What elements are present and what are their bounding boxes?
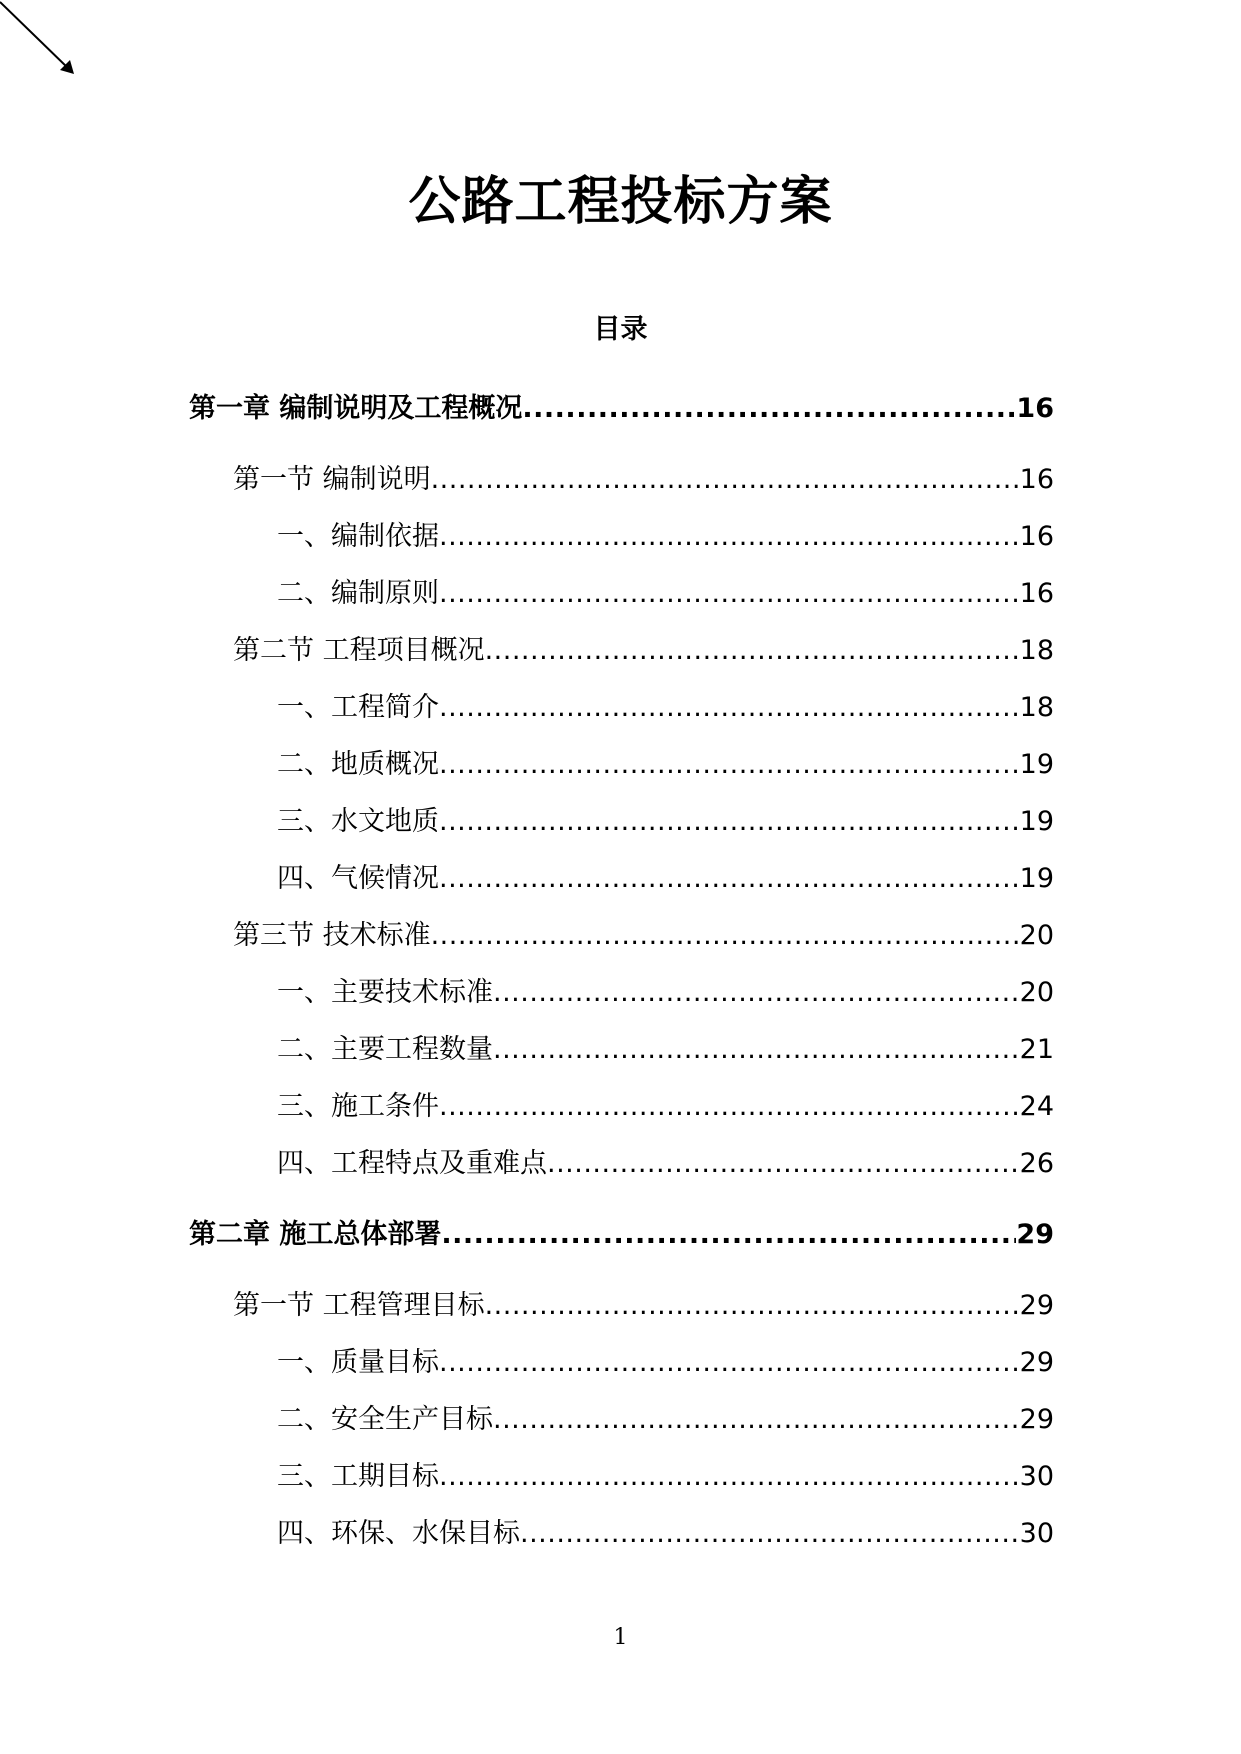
toc-entry-text: 三、工期目标	[277, 1461, 439, 1492]
page-number: 1	[613, 1625, 628, 1650]
toc-page-number: 29	[1019, 1347, 1054, 1378]
toc-section-entry[interactable]	[233, 466, 1054, 493]
toc-subsection-entry[interactable]	[277, 979, 1054, 1006]
toc-page-number: 18	[1019, 692, 1054, 723]
toc-entry-text: 四、工程特点及重难点	[277, 1148, 547, 1179]
toc-page-number: 16	[1019, 521, 1054, 552]
toc-dot-leader	[439, 694, 1020, 721]
toc-page-number: 19	[1019, 749, 1054, 780]
toc-entry-text: 四、气候情况	[277, 863, 439, 894]
toc-dot-leader	[493, 1036, 1020, 1063]
toc-chapter-entry[interactable]	[189, 395, 1054, 422]
toc-page-number: 26	[1019, 1148, 1054, 1179]
toc-page-number: 19	[1019, 806, 1054, 837]
toc-entry-text: 第一章 编制说明及工程概况	[189, 393, 523, 424]
toc-entry-text: 一、质量目标	[277, 1347, 439, 1378]
toc-page-number: 30	[1019, 1461, 1054, 1492]
toc-page-number: 20	[1019, 977, 1054, 1008]
toc-dot-leader	[439, 751, 1020, 778]
toc-dot-leader	[547, 1150, 1020, 1177]
toc-page-number: 21	[1019, 1034, 1054, 1065]
toc-entry-text: 第二节 工程项目概况	[233, 635, 485, 666]
toc-dot-leader	[431, 466, 1020, 493]
toc-section-entry[interactable]	[233, 637, 1054, 664]
toc-page-number: 29	[1016, 1219, 1054, 1250]
toc-entry-text: 一、编制依据	[277, 521, 439, 552]
toc-page-number: 29	[1019, 1404, 1054, 1435]
toc-entry-text: 第一节 工程管理目标	[233, 1290, 485, 1321]
toc-entry-text: 三、水文地质	[277, 806, 439, 837]
toc-page-number: 29	[1019, 1290, 1054, 1321]
toc-dot-leader	[439, 523, 1020, 550]
toc-dot-leader	[439, 1093, 1020, 1120]
toc-subsection-entry[interactable]	[277, 751, 1054, 778]
toc-subsection-entry[interactable]	[277, 1036, 1054, 1063]
toc-entry-text: 二、主要工程数量	[277, 1034, 493, 1065]
toc-entry-text: 四、环保、水保目标	[277, 1518, 520, 1549]
toc-page-number: 30	[1019, 1518, 1054, 1549]
toc-section-entry[interactable]	[233, 1292, 1054, 1319]
toc-page-number: 16	[1019, 464, 1054, 495]
toc-page-number: 16	[1016, 393, 1054, 424]
toc-dot-leader	[522, 395, 1016, 422]
toc-entry-text: 一、工程简介	[277, 692, 439, 723]
toc-entry-text: 三、施工条件	[277, 1091, 439, 1122]
toc-subsection-entry[interactable]	[277, 865, 1054, 892]
toc-dot-leader	[431, 922, 1020, 949]
toc-subsection-entry[interactable]	[277, 1520, 1054, 1547]
toc-entry-text: 第一节 编制说明	[233, 464, 431, 495]
toc-subsection-entry[interactable]	[277, 1406, 1054, 1433]
toc-dot-leader	[439, 865, 1020, 892]
toc-dot-leader	[485, 1292, 1020, 1319]
toc-subsection-entry[interactable]	[277, 1093, 1054, 1120]
toc-heading: 目录	[593, 314, 648, 345]
toc-entry-text: 一、主要技术标准	[277, 977, 493, 1008]
toc-subsection-entry[interactable]	[277, 1463, 1054, 1490]
toc-dot-leader	[439, 1349, 1020, 1376]
toc-dot-leader	[520, 1520, 1020, 1547]
toc-entry-text: 第三节 技术标准	[233, 920, 431, 951]
toc-dot-leader	[439, 580, 1020, 607]
toc-page-number: 16	[1019, 578, 1054, 609]
toc-subsection-entry[interactable]	[277, 523, 1054, 550]
toc-subsection-entry[interactable]	[277, 694, 1054, 721]
toc-entry-text: 二、安全生产目标	[277, 1404, 493, 1435]
toc-page-number: 20	[1019, 920, 1054, 951]
toc-entry-text: 二、地质概况	[277, 749, 439, 780]
toc-section-entry[interactable]	[233, 922, 1054, 949]
toc-page-number: 18	[1019, 635, 1054, 666]
toc-dot-leader	[439, 1463, 1020, 1490]
toc-page-number: 19	[1019, 863, 1054, 894]
toc-subsection-entry[interactable]	[277, 1349, 1054, 1376]
toc-dot-leader	[493, 979, 1020, 1006]
toc-dot-leader	[441, 1221, 1016, 1248]
toc-page-number: 24	[1019, 1091, 1054, 1122]
document-title: 公路工程投标方案	[408, 172, 833, 232]
toc-subsection-entry[interactable]	[277, 580, 1054, 607]
toc-subsection-entry[interactable]	[277, 808, 1054, 835]
toc-subsection-entry[interactable]	[277, 1150, 1054, 1177]
toc-dot-leader	[493, 1406, 1020, 1433]
toc-entry-text: 二、编制原则	[277, 578, 439, 609]
toc-dot-leader	[439, 808, 1020, 835]
toc-dot-leader	[485, 637, 1020, 664]
toc-entry-text: 第二章 施工总体部署	[189, 1219, 442, 1250]
toc-chapter-entry[interactable]	[189, 1221, 1054, 1248]
